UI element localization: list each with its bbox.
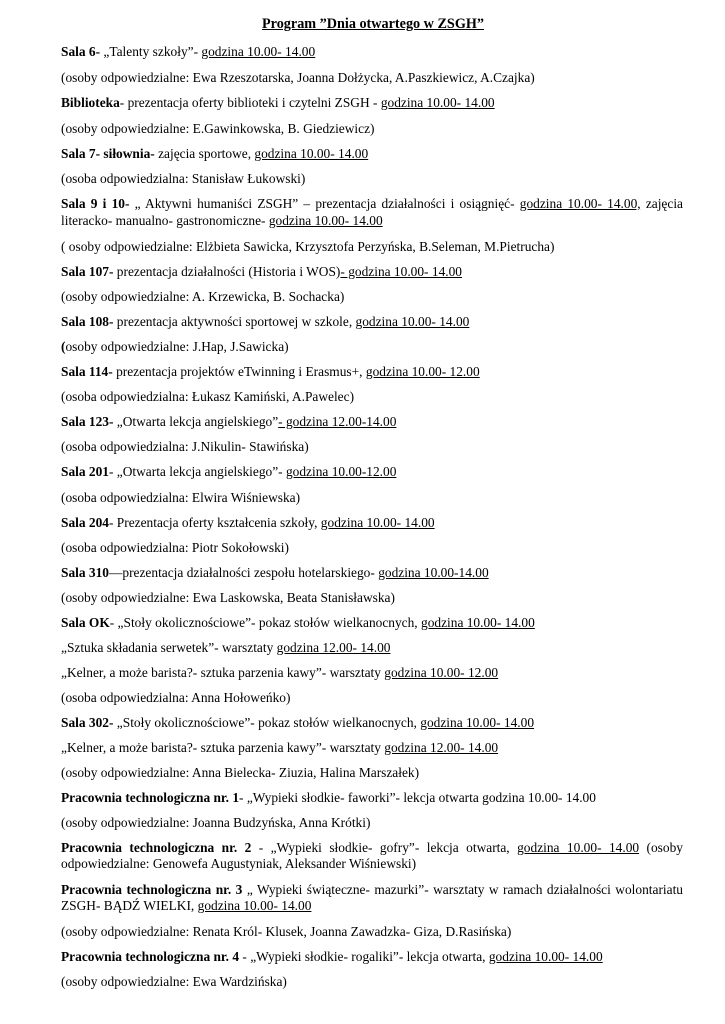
line-text: „Sztuka składania serwetek”- warsztaty [61, 640, 277, 655]
bold-text: Sala 107- [61, 264, 114, 279]
bold-text: ( [61, 339, 66, 354]
program-line [61, 463, 396, 480]
time-text: - godzina 12.00-14.00 [278, 414, 397, 429]
bold-text: Sala 108- [61, 314, 114, 329]
line-text: (osoba odpowiedzialna: J.Nikulin- Stawińska) [61, 439, 309, 454]
line-text: „Otwarta lekcja angielskiego” [113, 414, 279, 429]
bold-text: Pracownia technologiczna nr. 4 [61, 949, 240, 964]
bold-text: Sala 204 [61, 515, 109, 530]
line-text: (osoba odpowiedzialna: Elwira Wiśniewska) [61, 490, 301, 505]
line-text: prezentacja aktywności sportowej w szkole, [113, 314, 356, 329]
line-text: (osoby odpowiedzialne: Ewa Rzeszotarska, Joanna Dołżycka, A.Paszkiewicz, A.Czajka) [61, 70, 535, 85]
line-text: odpowiedzialne: Genowefa Augustyniak, Aleksander Wiśniewski) [61, 856, 417, 871]
program-line [61, 413, 396, 430]
line-text: (osoba odpowiedzialna: Stanisław Łukowski) [61, 171, 306, 186]
program-line [61, 238, 554, 255]
line-text: (osoba odpowiedzialna: Łukasz Kamiński, A.Pawelec) [61, 389, 355, 404]
bold-text: Pracownia technologiczna nr. 2 [61, 840, 252, 855]
program-line [61, 923, 511, 940]
program-line [61, 170, 305, 187]
time-text: - godzina 10.00- 14.00 [340, 264, 462, 279]
time-text: godzina 10.00- 12.00 [384, 665, 499, 680]
program-line [61, 313, 469, 330]
program-line [61, 564, 489, 581]
time-text: godzina 10.00- 14.00 [421, 615, 535, 630]
line-text: ZSGH- BĄDŹ WIELKI, [61, 898, 198, 913]
line-text: (osoby odpowiedzialne: E.Gawinkowska, B. Giedziewicz) [61, 121, 375, 136]
line-text: ( osoby odpowiedzialne: Elżbieta Sawicka, Krzysztofa Perzyńska, B.Seleman, M.Pietrucha) [61, 239, 555, 254]
line-text: „Talenty szkoły”- [103, 44, 202, 59]
time-text: godzina 10.00- 14.00 [268, 213, 383, 228]
program-line [61, 639, 390, 656]
bold-text: Sala 310 [61, 565, 109, 580]
bold-text: Sala 114- [61, 364, 113, 379]
bold-text: Sala 201 [61, 464, 109, 479]
document-title: Program ”Dnia otwartego w ZSGH” [262, 16, 484, 32]
bold-text: Pracownia technologiczna nr. 1 [61, 790, 240, 805]
bold-text: Pracownia technologiczna nr. 3 [61, 882, 243, 897]
line-text: zajęcia sportowe, [154, 146, 255, 161]
program-line [61, 539, 289, 556]
line-text: (osoby odpowiedzialne: A. Krzewicka, B. Sochacka) [61, 289, 345, 304]
line-text: (osoby odpowiedzialne: Ewa Wardzińska) [61, 974, 287, 989]
program-line [61, 212, 383, 229]
program-line [61, 363, 480, 380]
program-line [61, 789, 596, 806]
line-text: - Prezentacja oferty kształcenia szkoły, [109, 515, 321, 530]
line-text: (osoba odpowiedzialna: Anna Hołoweńko) [61, 690, 291, 705]
time-text: godzina 10.00- 14.00 [320, 515, 435, 530]
time-text: godzina 10.00- 14.00 [355, 314, 470, 329]
time-text: godzina 12.00- 14.00 [384, 740, 499, 755]
time-text: godzina 10.00- 14.00 [420, 715, 535, 730]
time-text: godzina 10.00- 14.00 [517, 840, 640, 855]
line-text: —prezentacja działalności zespołu hotelarskiego- [109, 565, 379, 580]
program-line [61, 94, 495, 111]
program-line [61, 195, 683, 212]
program-line [61, 288, 344, 305]
line-text: (osoby odpowiedzialne: Joanna Budzyńska, Anna Krótki) [61, 815, 371, 830]
program-line [61, 589, 395, 606]
bold-text: Biblioteka [61, 95, 120, 110]
time-text: godzina 10.00- 14.00 [197, 898, 312, 913]
program-line [61, 614, 535, 631]
program-line [61, 897, 311, 914]
time-text: godzina 10.00- 14.00 [488, 949, 603, 964]
bold-text: Sala OK [61, 615, 110, 630]
bold-text: Sala 9 i 10- [61, 196, 130, 211]
line-text: „Stoły okolicznościowe”- pokaz stołów wielkanocnych, [113, 715, 421, 730]
time-text: godzina 12.00- 14.00 [276, 640, 391, 655]
bold-text: Sala 6- [61, 44, 104, 59]
line-text: „Kelner, a może barista?- sztuka parzenia kawy”- warsztaty [61, 665, 385, 680]
line-text: prezentacja działalności (Historia i WOS) [113, 264, 341, 279]
program-line [61, 664, 498, 681]
line-text: literacko- manualno- gastronomiczne- [61, 213, 269, 228]
line-text: (osoby odpowiedzialne: Anna Bielecka- Ziuzia, Halina Marszałek) [61, 765, 420, 780]
line-text: „Kelner, a może barista?- sztuka parzenia kawy”- warsztaty [61, 740, 385, 755]
line-text: - „Otwarta lekcja angielskiego”- [109, 464, 286, 479]
bold-text: Sala 7- siłownia- [61, 146, 155, 161]
program-line [61, 338, 289, 355]
program-line [61, 263, 462, 280]
line-text: (osoba odpowiedzialna: Piotr Sokołowski) [61, 540, 289, 555]
program-line [61, 814, 370, 831]
program-line [61, 881, 683, 898]
program-line [61, 839, 683, 856]
program-line [61, 764, 419, 781]
program-line [61, 489, 300, 506]
program-line [61, 43, 315, 60]
program-line [61, 855, 416, 872]
time-text: godzina 10.00- 12.00 [365, 364, 480, 379]
line-text: - „Wypieki słodkie- gofry”- lekcja otwarta, [251, 840, 518, 855]
line-text: - „Stoły okolicznościowe”- pokaz stołów wielkanocnych, [109, 615, 421, 630]
time-text: godzina 10.00- 14.00 [380, 95, 495, 110]
program-line [61, 973, 287, 990]
time-text: godzina 10.00- 14.00 [254, 146, 369, 161]
program-line [61, 120, 374, 137]
line-text: „ Aktywni humaniści ZSGH” – prezentacja działalności i osiągnięć- [129, 196, 520, 211]
program-line [61, 948, 603, 965]
line-text: (osoby odpowiedzialne: Ewa Laskowska, Beata Stanisławska) [61, 590, 395, 605]
line-text: „ Wypieki świąteczne- mazurki”- warsztaty w ramach działalności wolontariatu [242, 882, 683, 897]
line-text: zajęcia [640, 196, 683, 211]
line-text: - prezentacja oferty biblioteki i czytelni ZSGH - [119, 95, 381, 110]
program-line [61, 69, 535, 86]
program-line [61, 438, 309, 455]
time-text: godzina 10.00-14.00 [378, 565, 489, 580]
line-text: - „Wypieki słodkie- rogaliki”- lekcja otwarta, [239, 949, 489, 964]
bold-text: Sala 302- [61, 715, 114, 730]
line-text: osoby odpowiedzialne: J.Hap, J.Sawicka) [65, 339, 289, 354]
program-line [61, 714, 534, 731]
time-text: godzina 10.00-12.00 [285, 464, 397, 479]
program-line [61, 689, 290, 706]
program-line [61, 388, 354, 405]
program-line [61, 739, 498, 756]
program-line [61, 145, 368, 162]
time-text: godzina 10.00- 14.00 [201, 44, 316, 59]
bold-text: Sala 123- [61, 414, 114, 429]
line-text: (osoby odpowiedzialne: Renata Król- Klusek, Joanna Zawadzka- Giza, D.Rasińska) [61, 924, 512, 939]
line-text: prezentacja projektów eTwinning i Erasmus+, [112, 364, 366, 379]
line-text: - „Wypieki słodkie- faworki”- lekcja otwarta godzina 10.00- 14.00 [239, 790, 596, 805]
line-text: (osoby [639, 840, 683, 855]
time-text: godzina 10.00- 14.00, [519, 196, 641, 211]
program-line [61, 514, 435, 531]
